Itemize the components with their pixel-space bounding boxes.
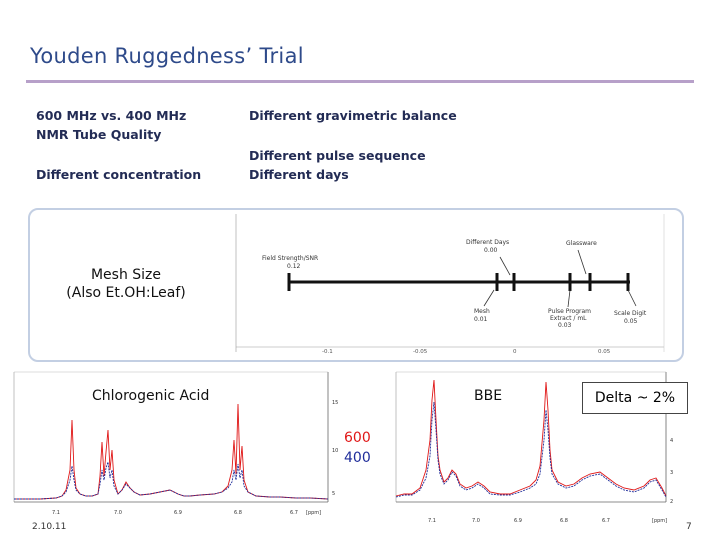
left-x-tick-67: 6.7 [290,510,298,516]
annotation-days-1: Different Days [466,239,510,246]
factor-concentration: Different concentration [36,167,202,182]
right-x-tick-67: 6.7 [602,518,610,524]
factor-days: Different days [249,167,349,182]
right-x-tick-unit: [ppm] [652,518,668,524]
annotation-glassware: Glassware [566,240,597,247]
right-y-tick-2: 4 [670,438,674,444]
legend-600: 600 [344,430,371,446]
annotation-mesh-1: Mesh [474,308,490,315]
right-y-tick-4: 2 [670,499,674,505]
annotation-field-1: Field Strength/SNR [262,255,319,262]
left-x-tick-69: 6.9 [174,510,182,516]
left-x-tick-unit: [ppm] [306,510,322,516]
left-x-tick-68: 6.8 [234,510,242,516]
page-number: 7 [686,522,692,532]
left-trace-400 [14,462,328,499]
annotation-days-2: 0.00 [484,247,498,254]
annotation-field-2: 0.12 [287,263,301,270]
right-y-tick-3: 3 [670,470,674,476]
mesh-size-line1: Mesh Size [90,267,162,283]
annotation-scale-1: Scale Digit [614,310,647,317]
x-tick-0: 0 [513,349,517,355]
left-x-tick-71: 7.1 [52,510,60,516]
annotation-scale-2: 0.05 [624,318,638,325]
right-x-tick-68: 6.8 [560,518,568,524]
x-tick-005: 0.05 [598,349,611,355]
factor-balance: Different gravimetric balance [249,108,457,123]
mesh-size-line2: (Also Et.OH:Leaf) [66,285,186,301]
x-tick-neg01: -0.1 [322,349,333,355]
factor-tube-quality: NMR Tube Quality [36,127,162,142]
annotation-mesh-2: 0.01 [474,316,488,323]
annotation-pulse-1: Pulse Program [548,308,592,315]
right-trace-400 [396,402,666,497]
left-y-tick-3: 5 [332,491,336,497]
right-x-tick-70: 7.0 [472,518,480,524]
right-x-tick-71: 7.1 [428,518,436,524]
left-trace-600 [14,404,328,499]
factor-pulse-sequence: Different pulse sequence [249,148,426,163]
annotation-pulse-2: Extract / mL [550,315,587,322]
legend-400: 400 [344,450,371,466]
factor-field-strength: 600 MHz vs. 400 MHz [36,108,187,123]
slide-title: Youden Ruggedness’ Trial [30,44,304,68]
annotation-pulse-3: 0.03 [558,322,572,329]
left-y-tick-1: 15 [332,400,339,406]
x-tick-neg005: -0.05 [413,349,428,355]
left-x-tick-70: 7.0 [114,510,122,516]
chlorogenic-acid-label: Chlorogenic Acid [92,388,210,404]
right-x-tick-69: 6.9 [514,518,522,524]
delta-box [582,382,688,414]
left-y-tick-2: 10 [332,448,339,454]
delta-label: Delta ~ 2% [594,390,676,406]
footer-date: 2.10.11 [32,522,67,532]
bbe-label: BBE [474,388,503,404]
